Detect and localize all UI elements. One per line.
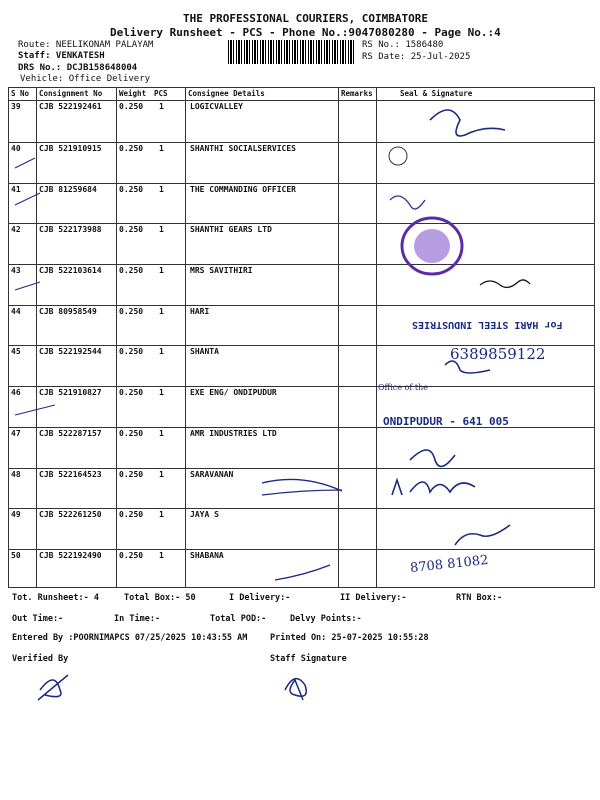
signature-row-40 (389, 147, 407, 165)
total-box: Total Box:- 50 (124, 593, 196, 603)
cell-pcs: 1 (159, 185, 164, 194)
cell-sno: 40 (11, 144, 21, 153)
cell-sno: 44 (11, 307, 21, 316)
signature-row-41 (390, 196, 425, 209)
verified-signature (38, 675, 68, 700)
cell-consignment: CJB 522192490 (39, 551, 102, 560)
rtn-box: RTN Box:- (456, 593, 503, 603)
cell-weight: 0.250 (119, 102, 144, 111)
cell-weight: 0.250 (119, 185, 144, 194)
cell-consignee: SARAVANAN (190, 470, 234, 479)
entered-by: Entered By :POORNIMAPCS 07/25/2025 10:43:55 AM (12, 633, 248, 643)
header-seal-signature: Seal & Signature (400, 89, 473, 98)
cell-consignee: AMR INDUSTRIES LTD (190, 429, 277, 438)
arrow-row-50 (275, 565, 330, 580)
stamp-row-44: For HARI STEEL INDUSTRIES (412, 319, 563, 330)
cell-pcs: 1 (159, 347, 164, 356)
header-consignee: Consignee Details (188, 89, 265, 98)
cell-consignee: SHABANA (190, 551, 224, 560)
in-time: In Time:- (114, 614, 161, 624)
cell-consignment: CJB 522164523 (39, 470, 102, 479)
printed-on: Printed On: 25-07-2025 10:55:28 (270, 633, 429, 643)
cell-consignee: HARI (190, 307, 210, 316)
cell-pcs: 1 (159, 144, 164, 153)
cell-sno: 46 (11, 388, 21, 397)
cell-pcs: 1 (159, 510, 164, 519)
cell-pcs: 1 (159, 388, 164, 397)
cell-weight: 0.250 (119, 266, 144, 275)
header-remarks: Remarks (341, 89, 373, 98)
cell-weight: 0.250 (119, 144, 144, 153)
cell-consignee: LOGICVALLEY (190, 102, 243, 111)
signature-row-48b (392, 480, 475, 495)
cell-pcs: 1 (159, 225, 164, 234)
out-time: Out Time:- (12, 614, 64, 624)
verified-by: Verified By (12, 654, 69, 664)
rs-date: RS Date: 25-Jul-2025 (362, 52, 471, 62)
delvy-points: Delvy Points:- (290, 614, 362, 624)
cell-pcs: 1 (159, 266, 164, 275)
runsheet-subtitle: Delivery Runsheet - PCS - Phone No.:9047080280 - Page No.:4 (110, 26, 501, 39)
cell-consignment: CJB 522103614 (39, 266, 102, 275)
cell-pcs: 1 (159, 470, 164, 479)
tick-marks (15, 158, 55, 415)
cell-sno: 39 (11, 102, 21, 111)
cell-consignee: SHANTA (190, 347, 219, 356)
header-pcs: PCS (154, 89, 168, 98)
drs-number: DRS No.: DCJB158648004 (18, 63, 138, 73)
cell-pcs: 1 (159, 102, 164, 111)
cell-weight: 0.250 (119, 470, 144, 479)
cell-pcs: 1 (159, 307, 164, 316)
header-sno: S No (11, 89, 30, 98)
cell-consignment: CJB 522192461 (39, 102, 102, 111)
signature-row-48 (410, 450, 455, 466)
cell-consignment: CJB 521910915 (39, 144, 102, 153)
signature-row-49 (455, 525, 510, 545)
cell-consignee: SHANTHI SOCIALSERVICES (190, 144, 296, 153)
seal-stamp-42-inner (414, 229, 450, 263)
i-delivery: I Delivery:- (229, 593, 291, 603)
cell-weight: 0.250 (119, 510, 144, 519)
ii-delivery: II Delivery:- (340, 593, 407, 603)
phone-row-50: 8708 81082 (409, 552, 490, 577)
phone-row-45: 6389859122 (450, 345, 546, 363)
tot-runsheet: Tot. Runsheet:- 4 (12, 593, 99, 603)
signature-row-43 (480, 280, 530, 287)
vehicle: Vehicle: Office Delivery (20, 74, 151, 84)
cell-consignment: CJB 522173988 (39, 225, 102, 234)
cell-sno: 42 (11, 225, 21, 234)
cell-consignee: MRS SAVITHIRI (190, 266, 253, 275)
cell-consignment: CJB 80958549 (39, 307, 97, 316)
cell-weight: 0.250 (119, 225, 144, 234)
staff: Staff: VENKATESH (18, 51, 105, 61)
route: Route: NEELIKONAM PALAYAM (18, 40, 154, 50)
cell-pcs: 1 (159, 551, 164, 560)
cell-weight: 0.250 (119, 307, 144, 316)
cell-weight: 0.250 (119, 347, 144, 356)
cell-sno: 48 (11, 470, 21, 479)
cell-sno: 49 (11, 510, 21, 519)
cell-weight: 0.250 (119, 429, 144, 438)
signature-row-39 (430, 110, 505, 136)
cell-consignment: CJB 522287157 (39, 429, 102, 438)
cell-consignment: CJB 522261250 (39, 510, 102, 519)
stamp-row-46-line1: Office of the (378, 383, 428, 392)
cell-consignee: THE COMMANDING OFFICER (190, 185, 296, 194)
cell-weight: 0.250 (119, 551, 144, 560)
staff-signature: Staff Signature (270, 654, 347, 664)
cell-consignment: CJB 81259684 (39, 185, 97, 194)
cell-pcs: 1 (159, 429, 164, 438)
cell-consignee: SHANTHI GEARS LTD (190, 225, 272, 234)
header-weight: Weight (119, 89, 147, 98)
cell-sno: 45 (11, 347, 21, 356)
cell-weight: 0.250 (119, 388, 144, 397)
arrow-row-48 (262, 479, 342, 495)
cell-consignment: CJB 522192544 (39, 347, 102, 356)
cell-sno: 50 (11, 551, 21, 560)
header-consignment: Consignment No (39, 89, 103, 98)
cell-consignment: CJB 521910827 (39, 388, 102, 397)
cell-sno: 43 (11, 266, 21, 275)
total-pod: Total POD:- (210, 614, 267, 624)
rs-number: RS No.: 1586480 (362, 40, 444, 50)
cell-consignee: EXE ENG/ ONDIPUDUR (190, 388, 277, 397)
cell-consignee: JAYA S (190, 510, 219, 519)
stamp-row-46-place: ONDIPUDUR - 641 005 (383, 415, 509, 428)
staff-signature-mark (285, 679, 306, 700)
cell-sno: 47 (11, 429, 21, 438)
company-title: THE PROFESSIONAL COURIERS, COIMBATORE (183, 12, 429, 25)
cell-sno: 41 (11, 185, 21, 194)
